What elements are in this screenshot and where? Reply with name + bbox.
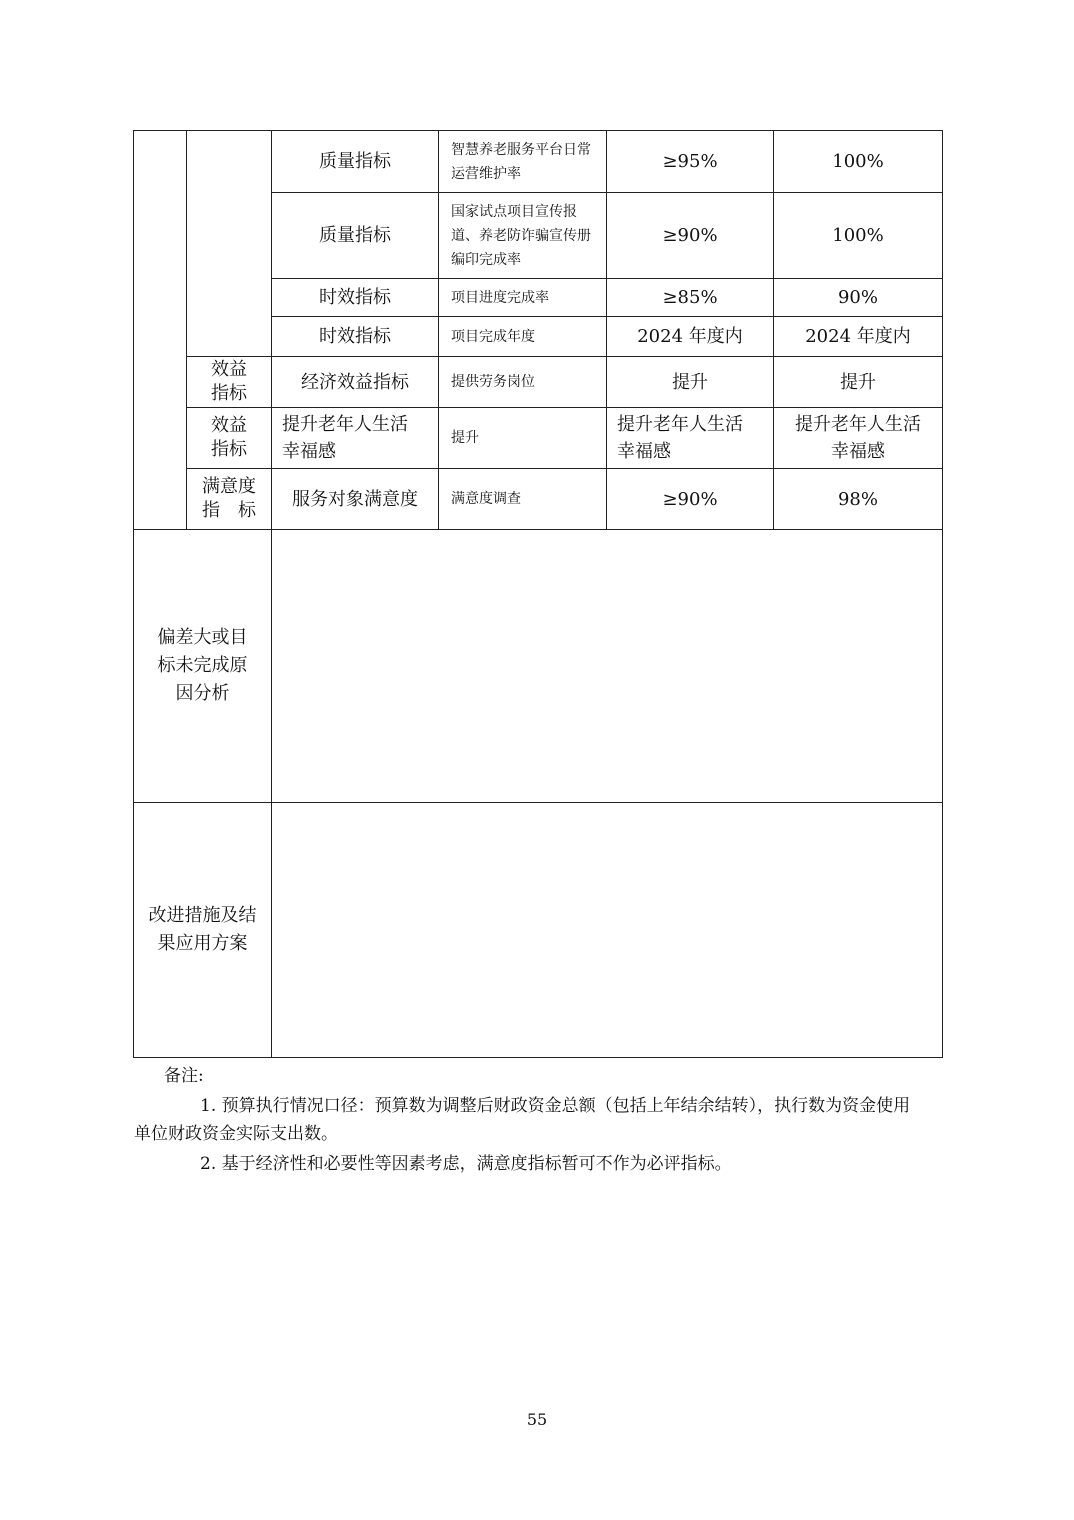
- target-value-cell: 2024 年度内: [607, 317, 774, 357]
- target-value-label: 提升老年人生活幸福感: [617, 414, 743, 462]
- table-row: [134, 408, 943, 469]
- target-value-cell: ≥90%: [607, 193, 774, 279]
- outer-category-cell: [134, 131, 187, 530]
- target-value-cell: [607, 408, 774, 469]
- sub-category-label: 效益指标: [211, 414, 247, 460]
- sub-category-cell: [187, 408, 272, 469]
- sub-category-cell: [187, 469, 272, 530]
- indicator-name-cell: 提升: [439, 408, 607, 469]
- performance-table: [133, 130, 943, 1058]
- indicator-name-cell: 项目进度完成率: [439, 279, 607, 317]
- indicator-type-cell: 质量指标: [272, 193, 439, 279]
- deviation-row: [134, 530, 943, 803]
- sub-category-label: 效益指标: [211, 358, 247, 404]
- target-value-cell: ≥90%: [607, 469, 774, 530]
- sub-category-label: 满意度指 标: [202, 475, 256, 521]
- deviation-label: 偏差大或目标未完成原因分析: [157, 627, 248, 704]
- actual-value-cell: 100%: [774, 131, 943, 193]
- actual-value-cell: 100%: [774, 193, 943, 279]
- deviation-content-cell: [272, 530, 943, 803]
- indicator-type-cell: [272, 408, 439, 469]
- indicator-type-label: 提升老年人生活幸福感: [282, 414, 408, 462]
- target-value-cell: 提升: [607, 357, 774, 408]
- notes-heading: 备注:: [164, 1066, 204, 1086]
- sub-category-cell: [187, 357, 272, 408]
- indicator-type-cell: 经济效益指标: [272, 357, 439, 408]
- note-item: 2. 基于经济性和必要性等因素考虑，满意度指标暂可不作为必评指标。: [200, 1154, 732, 1174]
- actual-value-label: 提升老年人生活幸福感: [795, 414, 921, 462]
- actual-value-cell: 2024 年度内: [774, 317, 943, 357]
- sub-category-cell: [187, 131, 272, 357]
- actual-value-cell: 90%: [774, 279, 943, 317]
- page-number: 55: [526, 1410, 548, 1429]
- indicator-type-cell: 时效指标: [272, 317, 439, 357]
- indicator-name-cell: 提供劳务岗位: [439, 357, 607, 408]
- table-row: [134, 469, 943, 530]
- indicator-name-cell: 国家试点项目宣传报道、养老防诈骗宣传册编印完成率: [439, 193, 607, 279]
- improvement-content-cell: [272, 803, 943, 1058]
- actual-value-cell: [774, 408, 943, 469]
- table-row: [134, 357, 943, 408]
- indicator-type-cell: 时效指标: [272, 279, 439, 317]
- target-value-cell: ≥95%: [607, 131, 774, 193]
- indicator-name-cell: 项目完成年度: [439, 317, 607, 357]
- improvement-label-cell: [134, 803, 272, 1058]
- deviation-label-cell: [134, 530, 272, 803]
- table-row: [134, 131, 943, 193]
- target-value-cell: ≥85%: [607, 279, 774, 317]
- actual-value-cell: 98%: [774, 469, 943, 530]
- note-item: 1. 预算执行情况口径：预算数为调整后财政资金总额（包括上年结余结转），执行数为资金使用单位财政资金实际支出数。: [134, 1096, 911, 1144]
- indicator-type-cell: 质量指标: [272, 131, 439, 193]
- improvement-row: [134, 803, 943, 1058]
- improvement-label: 改进措施及结果应用方案: [148, 905, 257, 954]
- indicator-type-cell: 服务对象满意度: [272, 469, 439, 530]
- actual-value-cell: 提升: [774, 357, 943, 408]
- indicator-name-cell: 智慧养老服务平台日常运营维护率: [439, 131, 607, 193]
- indicator-name-cell: 满意度调查: [439, 469, 607, 530]
- notes-section: [134, 1062, 924, 1178]
